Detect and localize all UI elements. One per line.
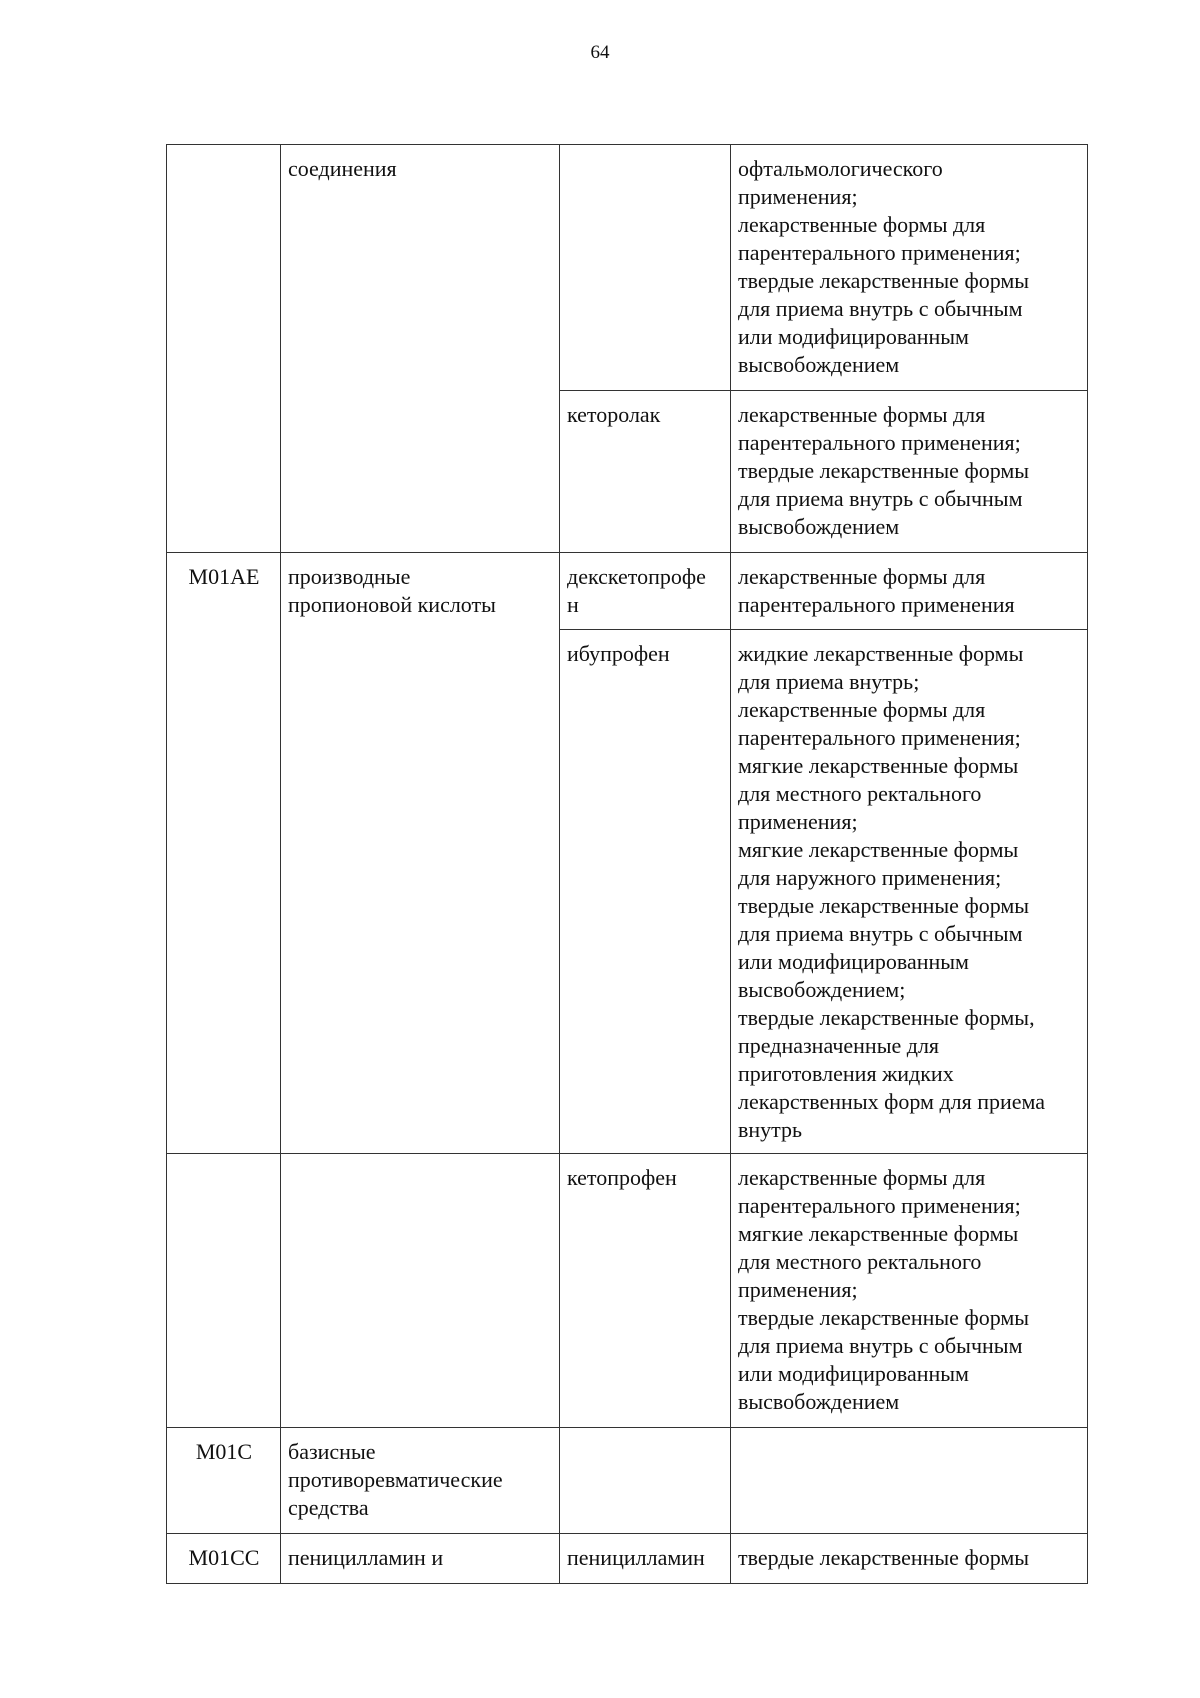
atc-code-cell: [167, 145, 281, 553]
group-name-cell: пеницилламин и: [281, 1534, 560, 1584]
dosage-forms-cell: лекарственные формы для парентерального применения; твердые лекарственные формы для приема внутрь с обычным высвобождением: [731, 391, 1088, 553]
table-row: [167, 1534, 1088, 1584]
substance-cell: декскетопрофе н: [560, 553, 731, 630]
page-number: 64: [590, 42, 610, 63]
dosage-forms-cell: [731, 1428, 1088, 1534]
group-name-cell: [281, 1154, 560, 1428]
group-name-cell: производные пропионовой кислоты: [281, 553, 560, 1154]
dosage-forms-cell: твердые лекарственные формы: [731, 1534, 1088, 1584]
group-name-cell: соединения: [281, 145, 560, 553]
substance-cell: кетопрофен: [560, 1154, 731, 1428]
substance-cell: [560, 145, 731, 391]
atc-code-cell: M01AE: [167, 553, 281, 1154]
dosage-forms-cell: офтальмологического применения; лекарственные формы для парентерального применения; твердые лекарственные формы для приема внутрь с обычным или модифицированным высвобождением: [731, 145, 1088, 391]
atc-code-cell: [167, 1154, 281, 1428]
drug-classification-table: [166, 144, 1088, 1584]
dosage-forms-cell: жидкие лекарственные формы для приема внутрь; лекарственные формы для парентерального применения; мягкие лекарственные формы для местного ректального применения; мягкие лекарственные формы для наружного применения; твердые лекарственные формы для приема внутрь с обычным или модифицированным высвобождением; твердые лекарственные формы, предназначенные для приготовления жидких лекарственных форм для приема внутрь: [731, 630, 1088, 1154]
substance-cell: пеницилламин: [560, 1534, 731, 1584]
table-row: [167, 1428, 1088, 1534]
substance-cell: [560, 1428, 731, 1534]
table-row: [167, 145, 1088, 391]
substance-cell: ибупрофен: [560, 630, 731, 1154]
table-row: [167, 553, 1088, 630]
atc-code-cell: M01CC: [167, 1534, 281, 1584]
atc-code-cell: M01C: [167, 1428, 281, 1534]
dosage-forms-cell: лекарственные формы для парентерального применения: [731, 553, 1088, 630]
dosage-forms-cell: лекарственные формы для парентерального применения; мягкие лекарственные формы для местного ректального применения; твердые лекарственные формы для приема внутрь с обычным или модифицированным высвобождением: [731, 1154, 1088, 1428]
group-name-cell: базисные противоревматические средства: [281, 1428, 560, 1534]
substance-cell: кеторолак: [560, 391, 731, 553]
table-row: [167, 1154, 1088, 1428]
